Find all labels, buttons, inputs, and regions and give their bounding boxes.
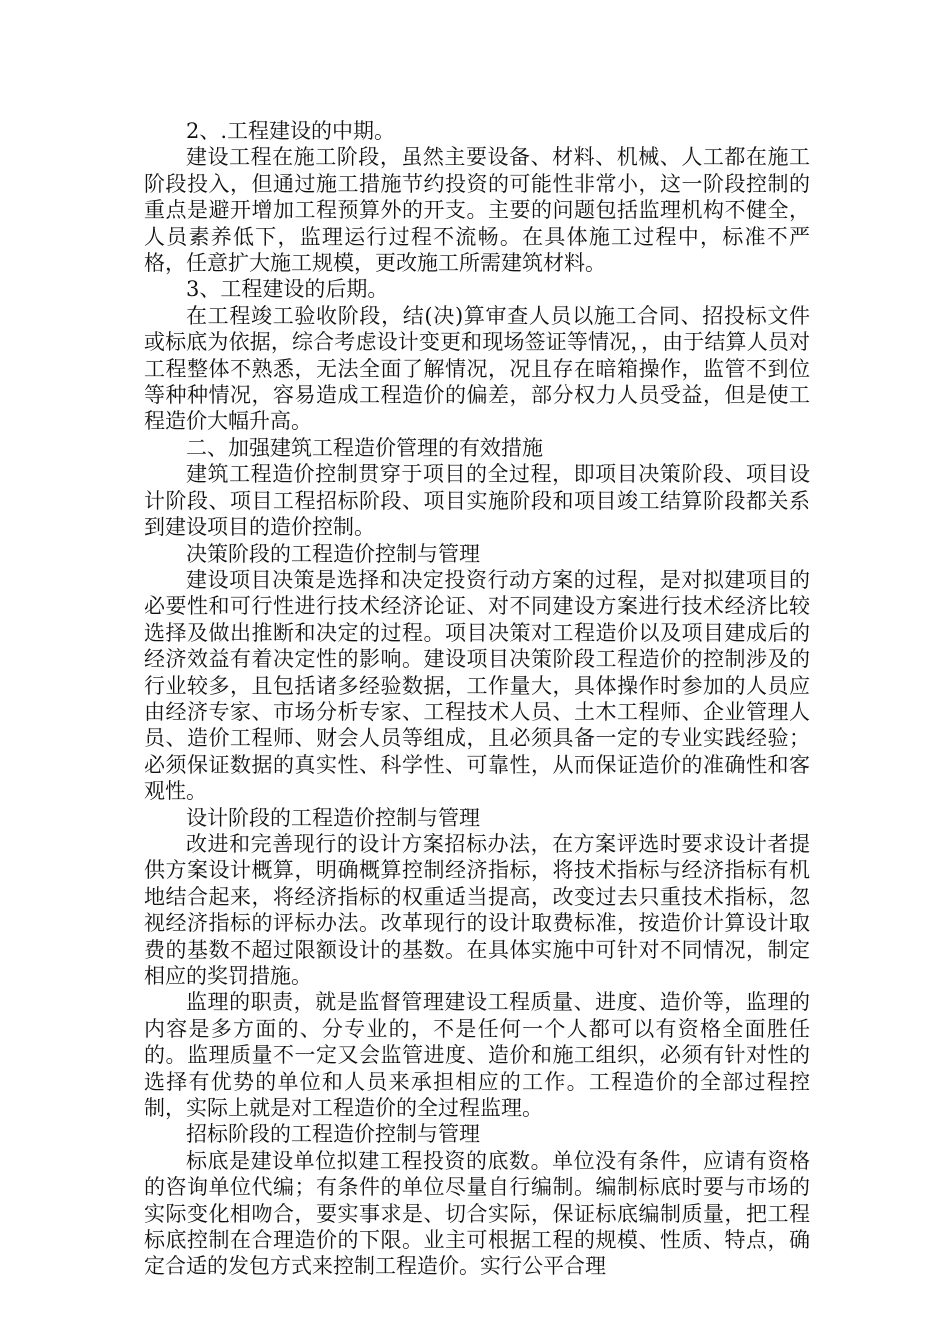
paragraph-decision-stage: 建设项目决策是选择和决定投资行动方案的过程，是对拟建项目的必要性和可行性进行技术经济论证、对不同建设方案进行技术经济比较选择及做出推断和决定的过程。项目决策对工程造价以及项目建成后的经济效益有着决定性的影响。建设项目决策阶段工程造价的控制涉及的行业较多，且包括诸多经验数据，工作量大，具体操作时参加的人员应由经济专家、市场分析专家、工程技术人员、土木工程师、企业管理人员、造价工程师、财会人员等组成，且必须具备一定的专业实践经验；必须保证数据的真实性、科学性、可靠性，从而保证造价的准确性和客观性。 <box>144 567 810 804</box>
paragraph-design-stage: 改进和完善现行的设计方案招标办法，在方案评选时要求设计者提供方案设计概算，明确概算控制经济指标，将技术指标与经济指标有机地结合起来，将经济指标的权重适当提高，改变过去只重技术指标，忽视经济指标的评标办法。改革现行的设计取费标准，按造价计算设计取费的基数不超过限额设计的基数。在具体实施中可针对不同情况，制定相应的奖罚措施。 <box>144 831 810 988</box>
subheading-decision-stage: 决策阶段的工程造价控制与管理 <box>186 541 480 566</box>
subheading-bidding-stage: 招标阶段的工程造价控制与管理 <box>186 1122 480 1147</box>
paragraph-supervision: 监理的职责，就是监督管理建设工程质量、进度、造价等，监理的内容是多方面的、分专业的，不是任何一个人都可以有资格全面胜任的。监理质量不一定又会监管进度、造价和施工组织，必须有针对性的选择有优势的单位和人员来承担相应的工作。工程造价的全部过程控制，实际上就是对工程造价的全过程监理。 <box>144 990 810 1121</box>
paragraph-whole-process: 建筑工程造价控制贯穿于项目的全过程，即项目决策阶段、项目设计阶段、项目工程招标阶段、项目实施阶段和项目竣工结算阶段都关系到建设项目的造价控制。 <box>144 462 810 540</box>
section-heading-measures: 二、加强建筑工程造价管理的有效措施 <box>186 435 543 460</box>
document-body <box>144 118 810 1280</box>
paragraph-construction-phase: 建设工程在施工阶段，虽然主要设备、材料、机械、人工都在施工阶段投入，但通过施工措施节约投资的可能性非常小，这一阶段控制的重点是避开增加工程预算外的开支。主要的问题包括监理机构不健全，人员素养低下，监理运行过程不流畅。在具体施工过程中，标准不严格，任意扩大施工规模，更改施工所需建筑材料。 <box>144 145 810 276</box>
paragraph-completion-phase: 在工程竣工验收阶段，结(决)算审查人员以施工合同、招投标文件或标底为依据，综合考虑设计变更和现场签证等情况，，由于结算人员对工程整体不熟悉，无法全面了解情况，况且存在暗箱操作，监管不到位等种种情况，容易造成工程造价的偏差，部分权力人员受益，但是使工程造价大幅升高。 <box>144 303 810 434</box>
paragraph-mid-stage-heading: 2、.工程建设的中期。 <box>186 119 396 143</box>
subheading-design-stage: 设计阶段的工程造价控制与管理 <box>186 805 480 830</box>
paragraph-late-stage-heading: 3、工程建设的后期。 <box>186 277 389 302</box>
paragraph-bidding-stage: 标底是建设单位拟建工程投资的底数。单位没有条件，应请有资格的咨询单位代编；有条件的单位尽量自行编制。编制标底时要与市场的实际变化相吻合，要实事求是、切合实际，保证标底编制质量，把工程标底控制在合理造价的下限。业主可根据工程的规模、性质、特点，确定合适的发包方式来控制工程造价。实行公平合理 <box>144 1148 810 1279</box>
